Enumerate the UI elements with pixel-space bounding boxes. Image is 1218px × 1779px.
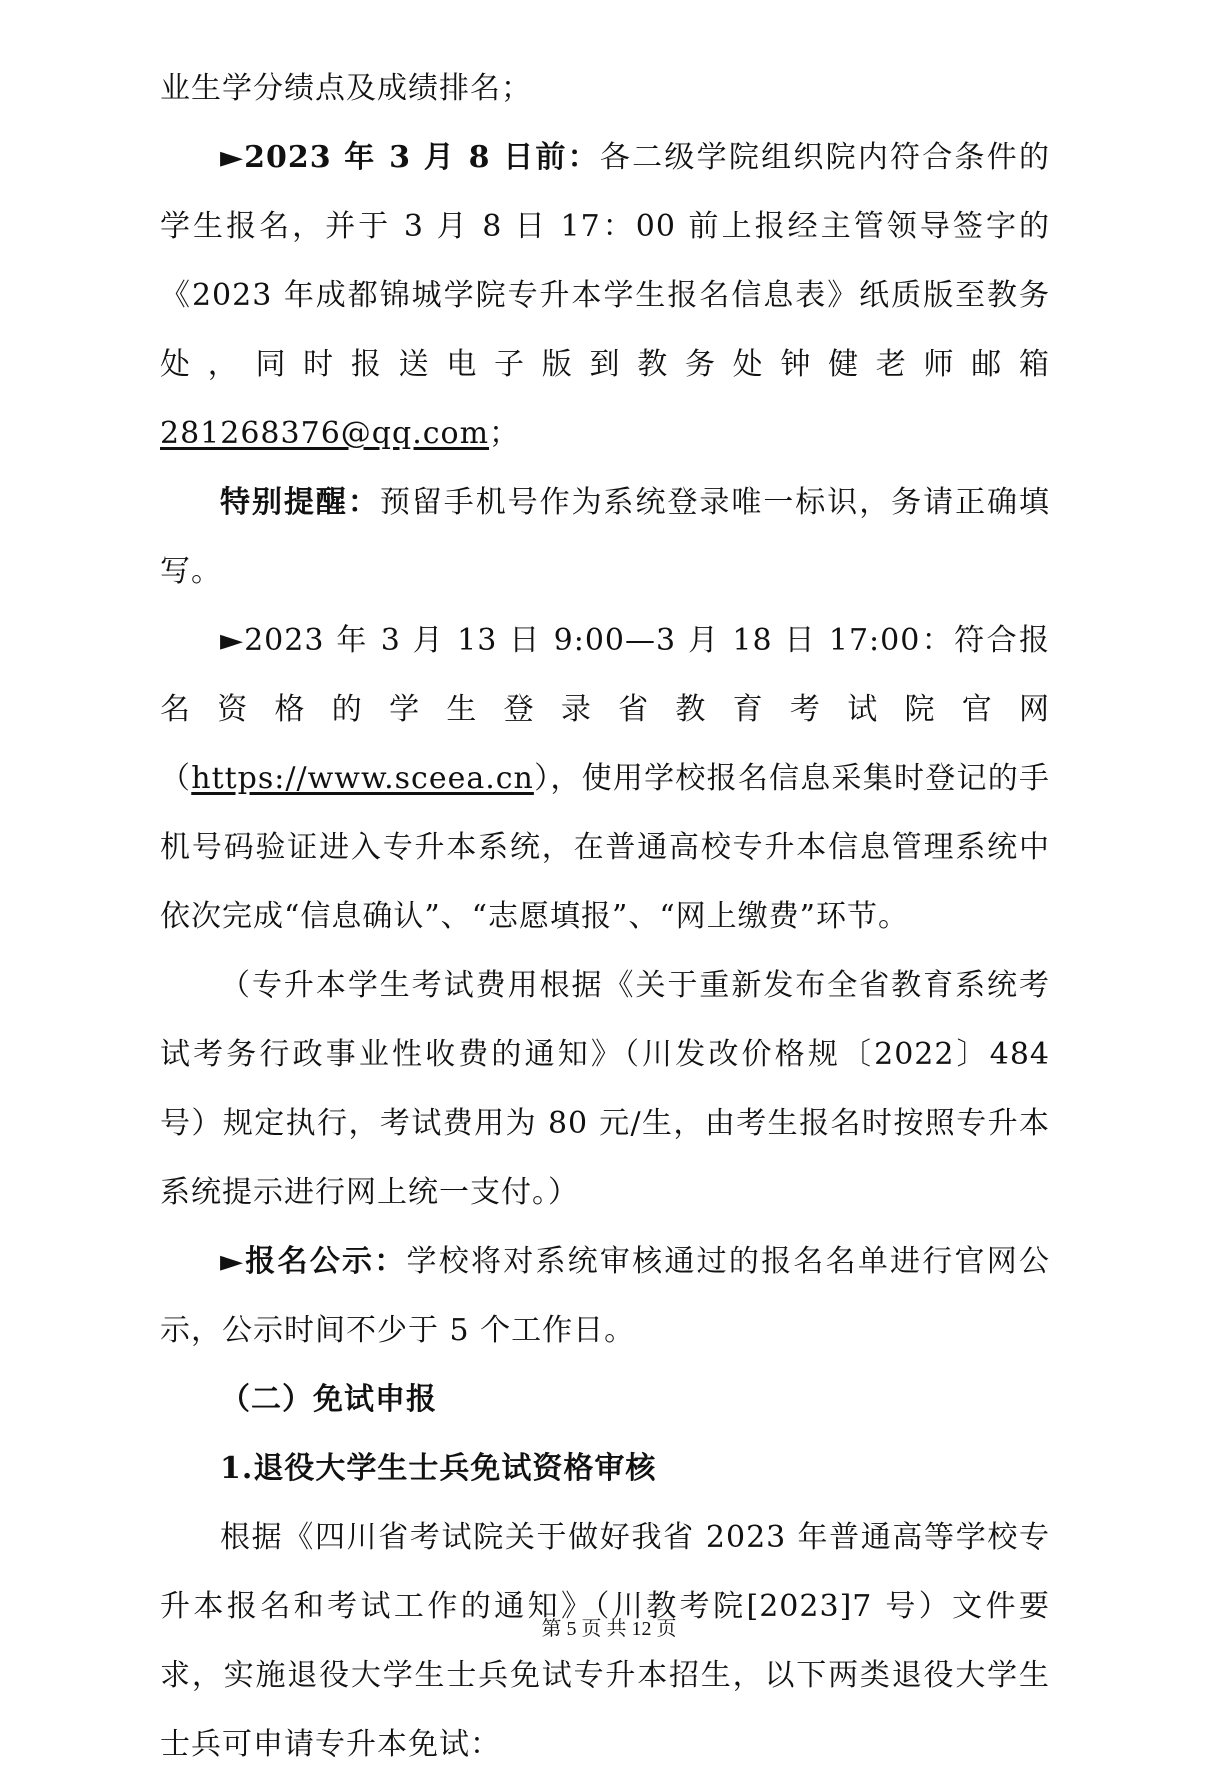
paragraph-text: 学校将对系统审核通过的报名名单进行官网公示，公示时间不少于 5 个工作日。 (160, 1244, 1051, 1348)
paragraph-online-registration (160, 606, 1050, 951)
paragraph-text: 符合报名资格的学生登录省教育考试院官网（ (160, 623, 1051, 796)
paragraph-exemption-policy (160, 1503, 1050, 1779)
paragraph-text: （专升本学生考试费用根据《关于重新发布全省教育系统考试考务行政事业性收费的通知》（川发改价格规〔2022〕484 号）规定执行，考试费用为 80 元/生，由考生报名时按照专升本系统提示进行网上统一支付。） (160, 968, 1050, 1210)
paragraph-special-reminder (160, 468, 1050, 606)
subsection-heading (160, 1434, 1050, 1503)
paragraph-lead: ►2023 年 3 月 13 日 9:00—3 月 18 日 17:00： (220, 623, 955, 658)
website-link[interactable]: https://www.sceea.cn (191, 761, 534, 796)
paragraph-continuation (160, 54, 1050, 123)
paragraph-registration-deadline (160, 123, 1050, 468)
paragraph-text: 各二级学院组织院内符合条件的学生报名，并于 3 月 8 日 17：00 前上报经主管领导签字的《2023 年成都锦城学院专升本学生报名信息表》纸质版至教务处，同时报送电子版到教务处钟健老师邮箱 (160, 140, 1051, 382)
paragraph-text: 业生学分绩点及成绩排名； (160, 71, 532, 106)
paragraph-lead: ►2023 年 3 月 8 日前： (220, 140, 600, 175)
paragraph-lead: 特别提醒： (220, 485, 380, 520)
paragraph-text: 根据《四川省考试院关于做好我省 2023 年普通高等学校专升本报名和考试工作的通知》（川教考院[2023]7 号）文件要求，实施退役大学生士兵免试专升本招生，以下两类退役大学生士兵可申请专升本免试： (160, 1520, 1050, 1762)
email-link[interactable]: 281268376@qq.com (160, 416, 490, 451)
page-number: 第 5 页 共 12 页 (541, 1618, 677, 1640)
heading-text: 1.退役大学生士兵免试资格审核 (220, 1451, 657, 1486)
paragraph-tail: ； (489, 416, 521, 451)
paragraph-exam-fee (160, 951, 1050, 1227)
document-body (160, 54, 1050, 1779)
paragraph-publicity (160, 1227, 1050, 1365)
page-footer (0, 1612, 1218, 1641)
paragraph-lead: ►报名公示： (220, 1244, 407, 1279)
section-heading (160, 1365, 1050, 1434)
paragraph-text: 预留手机号作为系统登录唯一标识，务请正确填写。 (160, 485, 1051, 589)
heading-text: （二）免试申报 (220, 1382, 437, 1417)
paragraph-text-continued: ），使用学校报名信息采集时登记的手机号码验证进入专升本系统，在普通高校专升本信息管理系统中依次完成“信息确认”、“志愿填报”、“网上缴费”环节。 (160, 761, 1051, 934)
